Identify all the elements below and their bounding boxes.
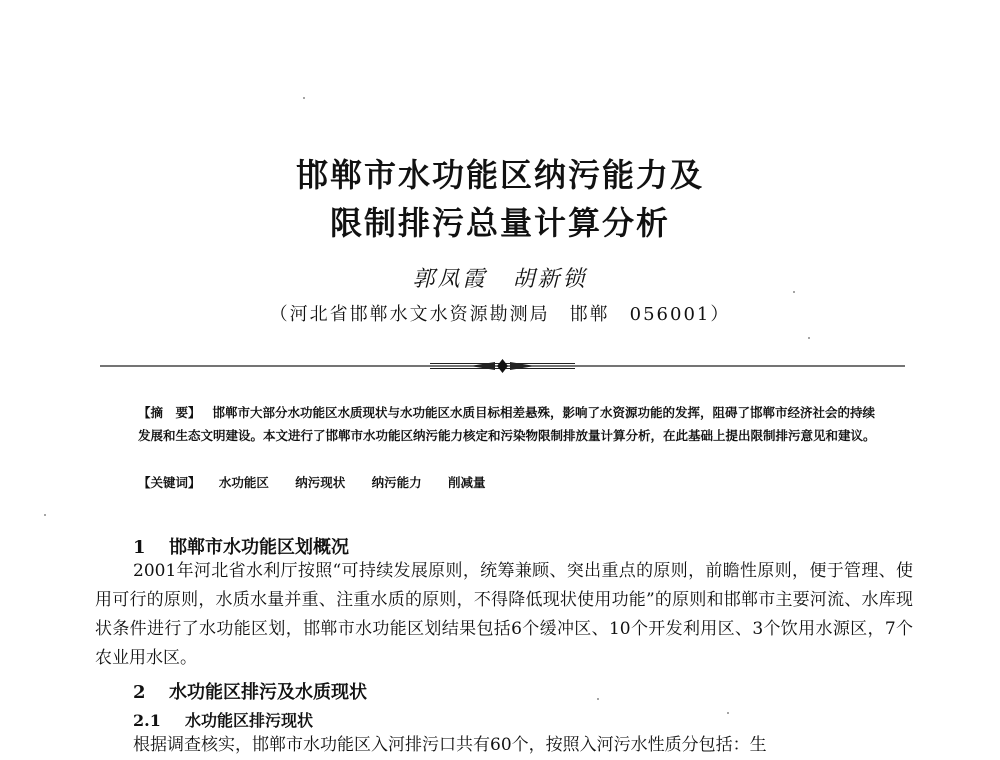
keywords-tag: 【关键词】	[138, 475, 201, 490]
scan-speck	[727, 712, 729, 714]
authors: 郭凤霞 胡新锁	[412, 267, 588, 292]
scan-speck	[808, 337, 810, 339]
affiliation: （河北省邯郸水文水资源勘测局 邯郸 056001）	[269, 304, 731, 325]
abstract	[138, 401, 878, 447]
scan-speck	[303, 97, 305, 99]
abstract-text: 邯郸市大部分水功能区水质现状与水功能区水质目标相差悬殊，影响了水资源功能的发挥，阻碍了邯郸市经济社会的持续发展和生态文明建设。本文进行了邯郸市水功能区纳污能力核定和污染物限制排放量计算分析，在此基础上提出限制排污意见和建议。	[138, 405, 876, 443]
paper-title-line-1: 邯郸市水功能区纳污能力及	[295, 156, 704, 194]
subsection-number: 2.1	[133, 711, 161, 730]
scan-speck	[597, 698, 599, 700]
section-number: 2	[133, 682, 146, 703]
section-1-paragraph: 2001年河北省水利厅按照“可持续发展原则，统筹兼顾、突出重点的原则，前瞻性原则，便于管理、使用可行的原则，水质水量并重、注重水质的原则，不得降低现状使用功能”的原则和邯郸市主要河流、水库现状条件进行了水功能区划，邯郸市水功能区划结果包括6个缓冲区、10个开发利用区、3个饮用水源区，7个农业用水区。	[95, 561, 913, 668]
keyword: 纳污能力	[371, 475, 422, 490]
subsection-2-1-paragraph: 根据调查核实，邯郸市水功能区入河排污口共有60个，按照入河污水性质分包括：生	[133, 735, 767, 755]
subsection-title: 水功能区排污现状	[185, 711, 314, 730]
scan-speck	[44, 514, 46, 516]
paper-title-line-2: 限制排污总量计算分析	[329, 204, 670, 242]
keyword: 水功能区	[218, 475, 269, 490]
keyword: 纳污现状	[295, 475, 346, 490]
keyword: 削减量	[448, 475, 486, 490]
section-title: 水功能区排污及水质现状	[169, 682, 367, 703]
subsection-2-1-heading	[133, 708, 313, 731]
ornamental-divider	[100, 356, 905, 376]
section-title: 邯郸市水功能区划概况	[169, 537, 349, 558]
scan-speck	[793, 291, 795, 293]
section-1-heading	[133, 533, 349, 559]
section-2-heading	[133, 678, 367, 704]
keywords	[138, 473, 878, 491]
abstract-tag: 【摘 要】	[138, 405, 201, 420]
section-number: 1	[133, 537, 146, 558]
